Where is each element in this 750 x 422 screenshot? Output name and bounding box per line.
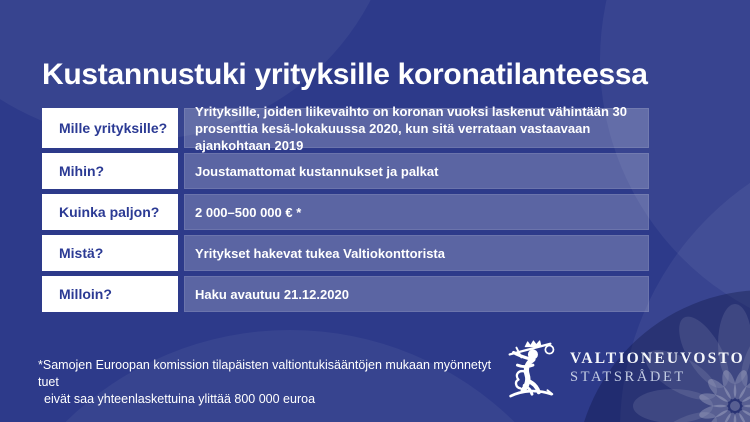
answer-cell: Joustamattomat kustannukset ja palkat: [184, 153, 649, 189]
answer-cell: Yritykset hakevat tukea Valtiokonttorista: [184, 235, 649, 271]
question-label: Kuinka paljon?: [42, 194, 178, 230]
answer-cell: Haku avautuu 21.12.2020: [184, 276, 649, 312]
logo-text: [570, 350, 745, 386]
footnote-line: eivät saa yhteenlaskettuina ylittää 800 000 euroa: [44, 392, 316, 406]
table-row: [42, 194, 649, 230]
table-row: [42, 103, 649, 153]
government-logo: [504, 337, 745, 399]
footnote: [38, 357, 498, 408]
finnish-lion-emblem-icon: [504, 337, 558, 399]
answer-cell: 2 000–500 000 € *: [184, 194, 649, 230]
table-row: [42, 276, 649, 312]
question-label: Mille yrityksille?: [42, 108, 178, 148]
info-table: [42, 103, 649, 312]
footnote-line: *Samojen Euroopan komission tilapäisten valtiontukisääntöjen mukaan myönnetyt tuet: [38, 358, 492, 389]
logo-name-fi: VALTIONEUVOSTO: [570, 350, 745, 367]
page-title: Kustannustuki yrityksille koronatilanteessa: [42, 58, 648, 92]
question-label: Mihin?: [42, 153, 178, 189]
answer-cell: Yrityksille, joiden liikevaihto on koronan vuoksi laskenut vähintään 30 prosenttia kesä-lokakuussa 2020, kun sitä verrataan vastaavaan ajankohtaan 2019: [184, 108, 649, 148]
table-row: [42, 153, 649, 189]
logo-name-sv: STATSRÅDET: [570, 369, 686, 385]
question-label: Mistä?: [42, 235, 178, 271]
table-row: [42, 235, 649, 271]
question-label: Milloin?: [42, 276, 178, 312]
